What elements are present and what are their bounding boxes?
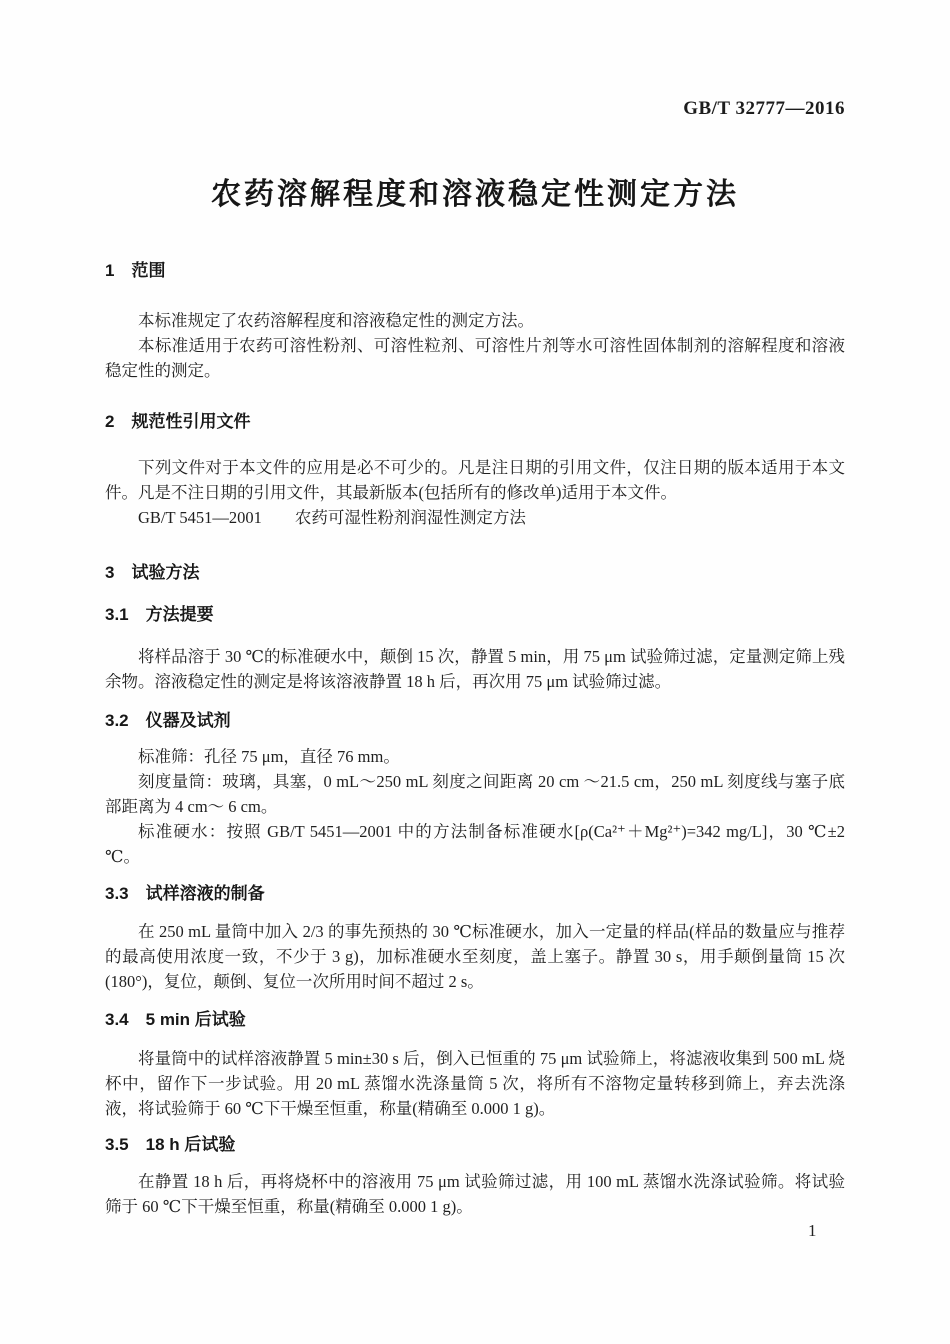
section-heading-test-methods: [105, 562, 845, 584]
subsection-number: 3.5: [105, 1135, 129, 1154]
subsection-title: 方法提要: [145, 605, 214, 624]
subsection-title: 18 h 后试验: [145, 1135, 236, 1154]
subsection-number: 3.1: [105, 605, 129, 624]
subsection-heading-test-after-18-h: [105, 1134, 845, 1156]
subsection-heading-method-summary: [105, 604, 845, 626]
subsection-heading-apparatus-reagents: [105, 710, 845, 732]
section-number: 1: [105, 261, 115, 280]
paragraph: 刻度量筒：玻璃，具塞，0 mL～250 mL 刻度之间距离 20 cm ～21.5 cm，250 mL 刻度线与塞子底部距离为 4 cm～ 6 cm。: [105, 772, 845, 816]
subsection-sample-solution-preparation: [105, 883, 845, 994]
subsection-apparatus-reagents: [105, 710, 845, 869]
subsection-heading-sample-solution-preparation: [105, 883, 845, 905]
paragraph: 标准硬水：按照 GB/T 5451—2001 中的方法制备标准硬水[ρ(Ca²⁺＋Mg²⁺)=342 mg/L]，30 ℃±2 ℃。: [105, 822, 845, 866]
subsection-heading-test-after-5-min: [105, 1009, 845, 1031]
section-scope: [105, 260, 845, 383]
paragraph: 本标准适用于农药可溶性粉剂、可溶性粒剂、可溶性片剂等水可溶性固体制剂的溶解程度和溶液稳定性的测定。: [105, 336, 845, 380]
subsection-number: 3.3: [105, 884, 129, 903]
paragraph: 下列文件对于本文件的应用是必不可少的。凡是注日期的引用文件，仅注日期的版本适用于本文件。凡是不注日期的引用文件，其最新版本(包括所有的修改单)适用于本文件。: [105, 458, 845, 502]
paragraph: 将样品溶于 30 ℃的标准硬水中，颠倒 15 次，静置 5 min，用 75 μm 试验筛过滤，定量测定筛上残余物。溶液稳定性的测定是将该溶液静置 18 h 后，再次用 75 μm 试验筛过滤。: [105, 647, 845, 691]
section-number: 3: [105, 563, 115, 582]
paragraph: 本标准规定了农药溶解程度和溶液稳定性的测定方法。: [138, 311, 534, 330]
section-normative-references: [105, 411, 845, 530]
standard-code: GB/T 32777—2016: [683, 98, 845, 119]
section-number: 2: [105, 412, 115, 431]
section-heading-normative-references: [105, 411, 845, 433]
document-title: 农药溶解程度和溶液稳定性测定方法: [211, 178, 739, 211]
section-title: 范围: [131, 261, 166, 280]
paragraph: 在 250 mL 量筒中加入 2/3 的事先预热的 30 ℃标准硬水，加入一定量的样品(样品的数量应与推荐的最高使用浓度一致，不少于 3 g)，加标准硬水至刻度，盖上塞子。静置 30 s，用手颠倒量筒 15 次(180°)，复位，颠倒、复位一次所用时间不超过 2 s。: [105, 922, 845, 991]
reference-item: GB/T 5451—2001 农药可湿性粉剂润湿性测定方法: [138, 508, 526, 527]
subsection-number: 3.2: [105, 711, 129, 730]
section-heading-scope: [105, 260, 845, 282]
subsection-title: 仪器及试剂: [145, 711, 231, 730]
subsection-title: 5 min 后试验: [145, 1010, 246, 1029]
section-title: 试验方法: [131, 563, 200, 582]
subsection-number: 3.4: [105, 1010, 129, 1029]
subsection-method-summary: [105, 604, 845, 694]
section-title: 规范性引用文件: [131, 412, 251, 431]
subsection-title: 试样溶液的制备: [145, 884, 265, 903]
subsection-test-after-18-h: [105, 1134, 845, 1219]
paragraph: 在静置 18 h 后，再将烧杯中的溶液用 75 μm 试验筛过滤，用 100 mL 蒸馏水洗涤试验筛。将试验筛于 60 ℃下干燥至恒重，称量(精确至 0.000 1 g)。: [105, 1172, 845, 1216]
paragraph: 标准筛：孔径 75 μm，直径 76 mm。: [138, 747, 400, 766]
section-test-methods: [105, 562, 845, 1219]
paragraph: 将量筒中的试样溶液静置 5 min±30 s 后，倒入已恒重的 75 μm 试验筛上，将滤液收集到 500 mL 烧杯中，留作下一步试验。用 20 mL 蒸馏水洗涤量筒 5 次，将所有不溶物定量转移到筛上，弃去洗涤液，将试验筛于 60 ℃下干燥至恒重，称量(精确至 0.000 1 g)。: [105, 1049, 845, 1118]
subsection-test-after-5-min: [105, 1009, 845, 1121]
page-number: 1: [808, 1221, 817, 1240]
